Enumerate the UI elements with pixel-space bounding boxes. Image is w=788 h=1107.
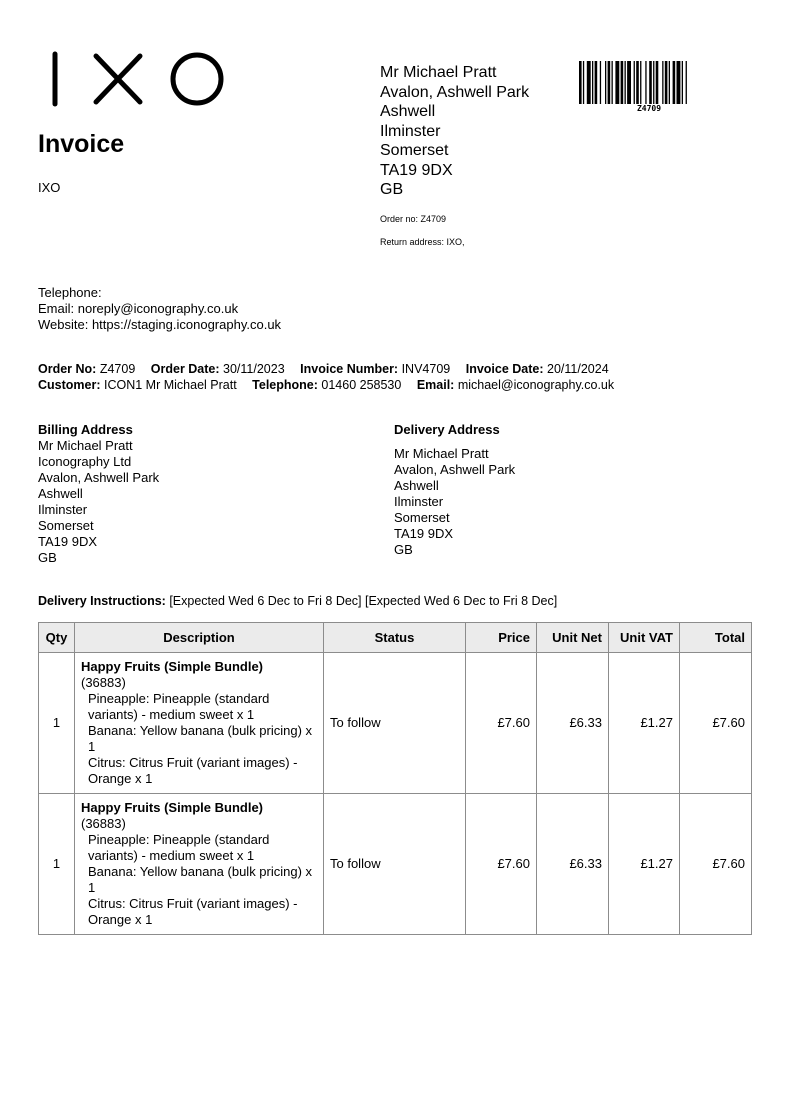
company-name: IXO [38, 180, 61, 195]
item-option: Citrus: Citrus Fruit (variant images) - Orange x 1 [88, 896, 298, 927]
barcode-bar [645, 61, 646, 104]
barcode-bar [665, 61, 668, 104]
invoice-date-label: Invoice Date: [465, 362, 544, 376]
barcode-bar [625, 61, 626, 104]
barcode-bar [653, 61, 654, 104]
barcode-bar [592, 61, 593, 104]
table-header-row [39, 623, 752, 653]
barcode-bar [600, 61, 601, 104]
barcode-bar [656, 61, 659, 104]
delivery-heading: Delivery Address [394, 422, 500, 437]
order-date-label: Order Date: [150, 362, 220, 376]
order-no-label: Order No: [38, 362, 97, 376]
delivery-line: Mr Michael Pratt [394, 446, 489, 461]
recipient-address [380, 63, 529, 200]
col-header-unit-vat: Unit VAT [609, 623, 680, 653]
cell-unit-net: £6.33 [537, 794, 609, 935]
barcode-bar [627, 61, 631, 104]
billing-line: Ashwell [38, 486, 83, 501]
recipient-line: Avalon, Ashwell Park [380, 83, 530, 101]
instructions-text: [Expected Wed 6 Dec to Fri 8 Dec] [Expected Wed 6 Dec to Fri 8 Dec] [169, 594, 558, 608]
cell-price: £7.60 [466, 794, 537, 935]
item-code: (36883) [81, 675, 126, 690]
telephone-label: Telephone: [252, 377, 318, 392]
barcode-text: Z4709 [636, 104, 662, 113]
barcode-bar [686, 61, 687, 104]
cell-qty: 1 [39, 653, 75, 794]
barcode-bar [636, 61, 639, 104]
billing-line: Avalon, Ashwell Park [38, 470, 160, 485]
contact-telephone: Telephone: [38, 285, 102, 300]
customer-value: ICON1 Mr Michael Pratt [104, 377, 237, 392]
contact-info [38, 285, 281, 333]
invoice-number-value: INV4709 [401, 362, 451, 376]
barcode-bar [682, 61, 683, 104]
recipient-line: GB [380, 181, 404, 198]
col-header-total: Total [680, 623, 752, 653]
cell-status: To follow [324, 794, 466, 935]
item-name: Happy Fruits (Simple Bundle) [81, 800, 264, 815]
delivery-line: Ashwell [394, 478, 439, 493]
cell-status: To follow [324, 653, 466, 794]
recipient-order-no: Order no: Z4709 [380, 214, 447, 224]
barcode-bar [583, 61, 584, 104]
item-option: Pineapple: Pineapple (standard variants) - medium sweet x 1 [88, 832, 270, 863]
page-title: Invoice [38, 130, 125, 158]
billing-address [38, 422, 159, 566]
cell-description [75, 653, 324, 794]
billing-heading: Billing Address [38, 422, 133, 437]
recipient-line: Ashwell [380, 103, 436, 120]
billing-line: GB [38, 550, 57, 565]
barcode-bar [621, 61, 624, 104]
cell-price: £7.60 [466, 653, 537, 794]
delivery-line: Avalon, Ashwell Park [394, 462, 516, 477]
billing-line: Ilminster [38, 502, 88, 517]
customer-label: Customer: [38, 377, 101, 392]
barcode-bar [595, 61, 598, 104]
col-header-unit-net: Unit Net [537, 623, 609, 653]
recipient-line: Somerset [380, 142, 449, 159]
cell-unit-vat: £1.27 [609, 794, 680, 935]
items-table [38, 622, 752, 935]
barcode-bar [634, 61, 635, 104]
barcode-bar [640, 61, 641, 104]
barcode-bar [677, 61, 681, 104]
barcode-bar [587, 61, 591, 104]
barcode-bar [615, 61, 619, 104]
order-no-value: Z4709 [99, 362, 136, 376]
item-option: Citrus: Citrus Fruit (variant images) - Orange x 1 [88, 755, 298, 786]
item-option: Pineapple: Pineapple (standard variants) - medium sweet x 1 [88, 691, 270, 722]
contact-email: Email: noreply@iconography.co.uk [38, 301, 239, 316]
delivery-address [394, 422, 515, 558]
cell-unit-vat: £1.27 [609, 653, 680, 794]
barcode-bar [608, 61, 611, 104]
instructions-label: Delivery Instructions: [38, 594, 166, 608]
recipient-line: TA19 9DX [380, 161, 453, 179]
billing-line: Iconography Ltd [38, 454, 132, 469]
col-header-qty: Qty [39, 623, 75, 653]
barcode-bar [612, 61, 613, 104]
order-info [38, 362, 614, 393]
recipient-line: Ilminster [380, 122, 441, 140]
delivery-instructions [38, 594, 557, 608]
item-option: Banana: Yellow banana (bulk pricing) x 1 [88, 723, 313, 754]
col-header-status: Status [324, 623, 466, 653]
cell-description [75, 794, 324, 935]
barcode [579, 61, 749, 106]
barcode-bar [673, 61, 676, 104]
email-value: michael@iconography.co.uk [457, 377, 615, 392]
barcode-bar [605, 61, 606, 104]
delivery-line: GB [394, 542, 413, 557]
cell-qty: 1 [39, 794, 75, 935]
barcode-bar [669, 61, 670, 104]
col-header-description: Description [75, 623, 324, 653]
table-row [39, 653, 752, 794]
cell-total: £7.60 [680, 653, 752, 794]
item-code: (36883) [81, 816, 126, 831]
barcode-bar [662, 61, 663, 104]
delivery-line: TA19 9DX [394, 526, 454, 541]
contact-website: Website: https://staging.iconography.co.uk [38, 317, 282, 332]
barcode-bar [649, 61, 652, 104]
item-option: Banana: Yellow banana (bulk pricing) x 1 [88, 864, 313, 895]
return-address: Return address: IXO, [380, 237, 465, 247]
barcode-bar [579, 61, 582, 104]
invoice-number-label: Invoice Number: [300, 362, 399, 376]
billing-line: TA19 9DX [38, 534, 98, 549]
telephone-value: 01460 258530 [321, 377, 402, 392]
item-name: Happy Fruits (Simple Bundle) [81, 659, 264, 674]
cell-unit-net: £6.33 [537, 653, 609, 794]
ixo-logo [44, 48, 230, 110]
delivery-line: Ilminster [394, 494, 444, 509]
billing-line: Somerset [38, 518, 94, 533]
invoice-date-value: 20/11/2024 [547, 362, 609, 376]
recipient-line: Mr Michael Pratt [380, 64, 497, 81]
delivery-line: Somerset [394, 510, 450, 525]
billing-line: Mr Michael Pratt [38, 438, 133, 453]
cell-total: £7.60 [680, 794, 752, 935]
order-date-value: 30/11/2023 [223, 362, 285, 376]
email-label: Email: [416, 377, 455, 392]
table-row [39, 794, 752, 935]
col-header-price: Price [466, 623, 537, 653]
